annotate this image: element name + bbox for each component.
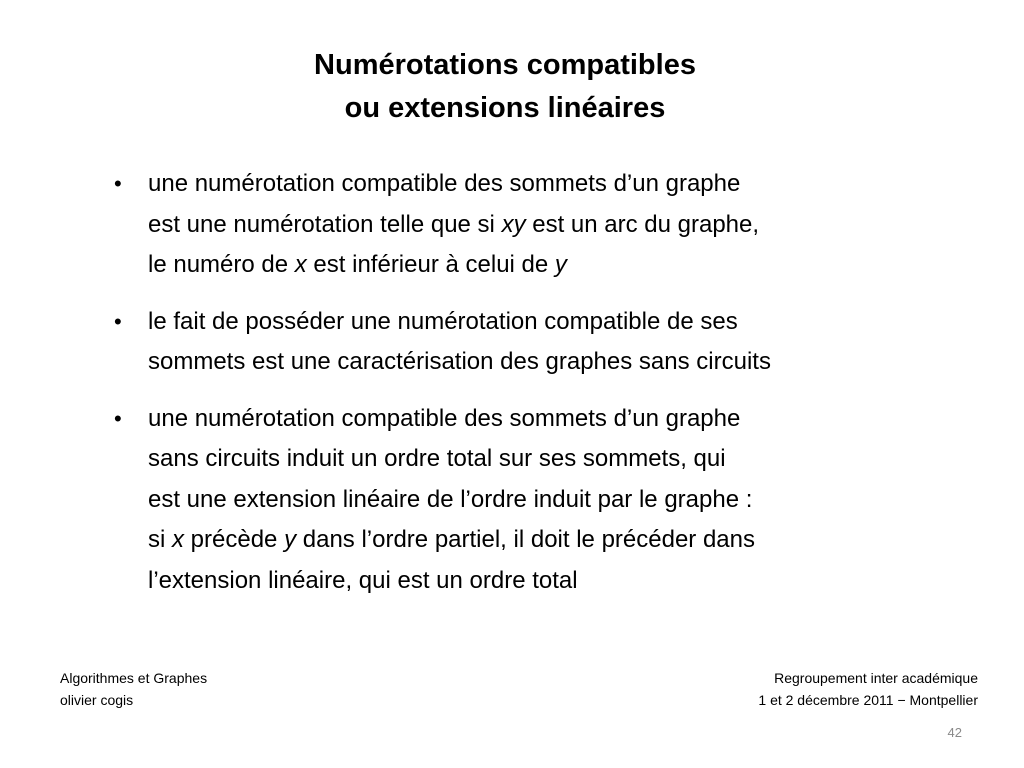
bullet-line [148,164,972,205]
bullet-line [148,302,972,343]
bullet-line [148,439,972,480]
page-number: 42 [947,725,962,740]
footer-author: olivier cogis [60,692,134,708]
bullet-line [148,205,972,246]
text-segment: le fait de posséder une numérotation compatible de ses [148,307,738,335]
bullet-item [112,399,972,602]
bullet-dot-icon: • [114,308,122,334]
bullet-list [112,164,972,617]
bullet-dot-icon: • [114,405,122,431]
math-variable: xy [501,210,526,238]
text-segment: est inférieur à celui de [306,251,555,278]
footer-right [758,667,978,711]
math-variable: x [294,251,307,278]
math-variable: y [284,526,297,553]
bullet-line [148,342,972,383]
text-segment: est une numérotation telle que si [148,210,502,238]
text-segment: l’extension linéaire, qui est un ordre total [148,566,578,594]
text-segment: est une extension linéaire de l’ordre induit par le graphe : [148,485,753,513]
footer-date-place: 1 et 2 décembre 2011 − Montpellier [758,692,978,708]
text-segment: précède [184,526,285,553]
text-segment: une numérotation compatible des sommets d’un graphe [148,170,741,197]
bullet-item [112,302,972,383]
bullet-line [148,480,972,521]
slide-title [0,44,1010,130]
text-segment: si [148,526,172,553]
bullet-line [148,561,972,602]
math-variable: x [172,526,184,553]
footer-left [60,667,207,711]
text-segment: le numéro de [148,251,295,278]
bullet-line [148,520,972,561]
footer-event: Regroupement inter académique [774,670,978,686]
text-segment: une numérotation compatible des sommets d’un graphe [148,404,741,432]
text-segment: sommets est une caractérisation des graphes sans circuits [148,348,771,375]
bullet-item [112,164,972,286]
text-segment: sans circuits induit un ordre total sur ses sommets, qui [148,445,726,472]
footer-course: Algorithmes et Graphes [60,670,208,686]
title-line-1: Numérotations compatibles [314,49,696,81]
bullet-dot-icon: • [114,171,122,196]
bullet-line [148,245,972,286]
text-segment: dans l’ordre partiel, il doit le précéder dans [296,526,755,553]
bullet-line [148,399,972,440]
title-line-2: ou extensions linéaires [344,92,666,124]
text-segment: est un arc du graphe, [525,210,760,238]
math-variable: y [554,251,567,278]
